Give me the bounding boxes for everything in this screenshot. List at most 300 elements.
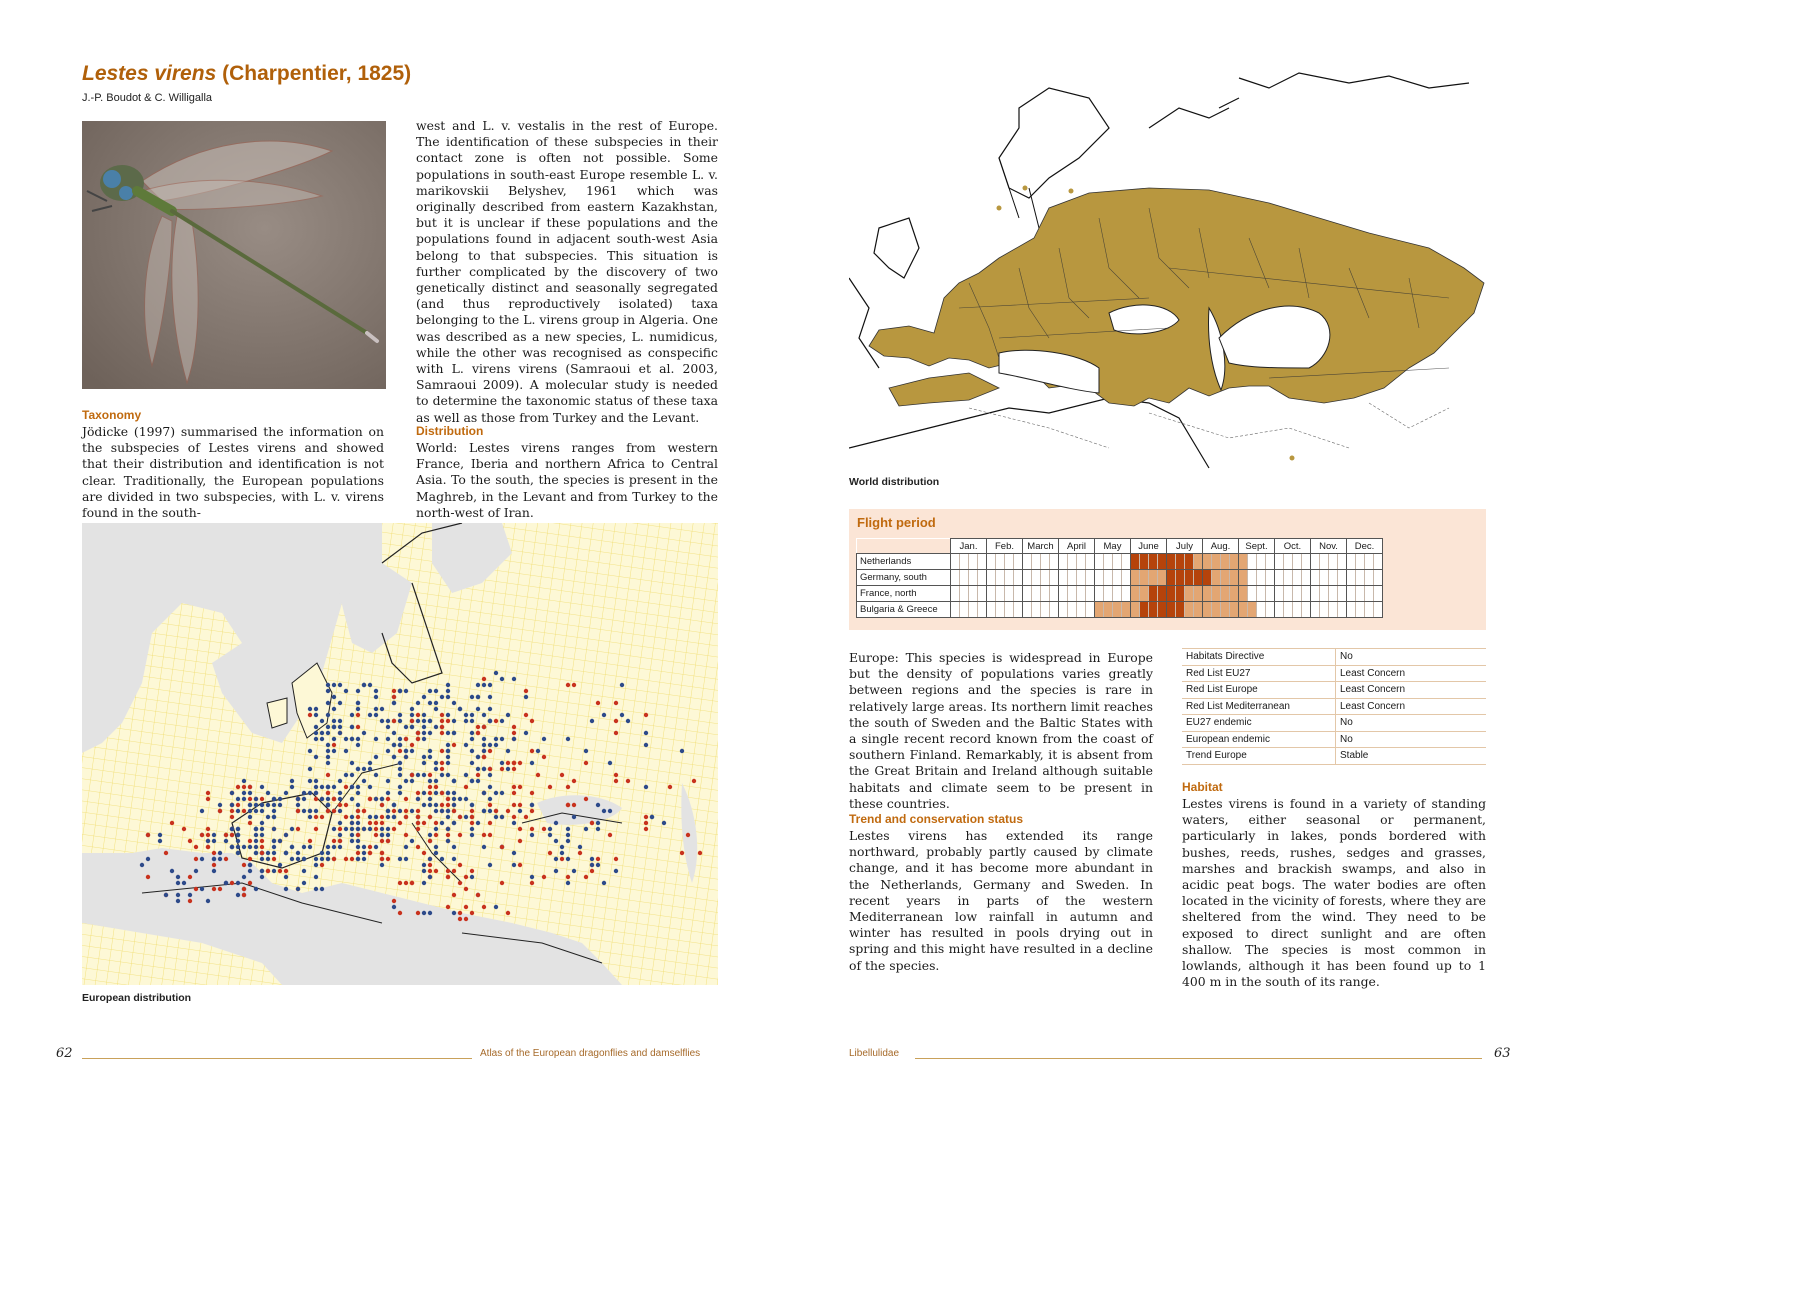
record-dot: [518, 827, 522, 831]
record-dot: [206, 845, 210, 849]
flight-row-label: Bulgaria & Greece: [857, 602, 951, 618]
record-dot: [314, 797, 318, 801]
record-dot: [386, 719, 390, 723]
flight-cell: [960, 586, 969, 602]
record-dot: [212, 887, 216, 891]
footer-family: Libellulidae: [849, 1048, 900, 1059]
flight-cell: [1338, 554, 1347, 570]
record-dot: [362, 857, 366, 861]
record-dot: [194, 869, 198, 873]
record-dot: [614, 719, 618, 723]
record-dot: [422, 851, 426, 855]
flight-cell: [1194, 602, 1203, 618]
flight-cell: [1338, 586, 1347, 602]
flight-cell: [951, 554, 960, 570]
record-dot: [530, 881, 534, 885]
record-dot: [446, 809, 450, 813]
record-dot: [410, 713, 414, 717]
flight-month-5: June: [1131, 539, 1167, 554]
record-dot: [422, 695, 426, 699]
record-dot: [440, 749, 444, 753]
record-dot: [446, 689, 450, 693]
record-dot: [386, 833, 390, 837]
record-dot: [422, 725, 426, 729]
record-dot: [404, 845, 408, 849]
record-dot: [362, 767, 366, 771]
record-dot: [428, 731, 432, 735]
record-dot: [554, 839, 558, 843]
record-dot: [530, 719, 534, 723]
record-dot: [458, 707, 462, 711]
record-dot: [206, 827, 210, 831]
record-dot: [272, 869, 276, 873]
record-dot: [254, 827, 258, 831]
record-dot: [440, 713, 444, 717]
record-dot: [206, 899, 210, 903]
record-dot: [464, 797, 468, 801]
record-dot: [344, 803, 348, 807]
record-dot: [434, 791, 438, 795]
record-dot: [416, 809, 420, 813]
record-dot: [170, 869, 174, 873]
record-dot: [488, 695, 492, 699]
record-dot: [578, 845, 582, 849]
flight-cell: [1185, 602, 1194, 618]
record-dot: [404, 797, 408, 801]
footer-book-title: Atlas of the European dragonflies and damselflies: [480, 1048, 701, 1059]
flight-cell: [1320, 570, 1329, 586]
flight-cell: [1194, 570, 1203, 586]
record-dot: [218, 809, 222, 813]
record-dot: [506, 809, 510, 813]
record-dot: [452, 845, 456, 849]
record-dot: [380, 719, 384, 723]
record-dot: [566, 881, 570, 885]
record-dot: [518, 761, 522, 765]
record-dot: [272, 839, 276, 843]
record-dot: [224, 839, 228, 843]
status-row: [1182, 698, 1486, 715]
record-dot: [212, 869, 216, 873]
status-label: European endemic: [1182, 731, 1336, 748]
record-dot: [614, 779, 618, 783]
record-dot: [422, 713, 426, 717]
record-dot: [374, 797, 378, 801]
record-dot: [386, 725, 390, 729]
authors: J.-P. Boudot & C. Willigalla: [82, 92, 213, 104]
status-value: Least Concern: [1336, 682, 1487, 699]
flight-cell: [1329, 602, 1338, 618]
record-dot: [500, 677, 504, 681]
record-dot: [248, 791, 252, 795]
record-dot: [344, 749, 348, 753]
record-dot: [446, 761, 450, 765]
flight-cell: [1203, 554, 1212, 570]
record-dot: [446, 743, 450, 747]
flight-cell: [1176, 586, 1185, 602]
flight-cell: [1014, 602, 1023, 618]
record-dot: [572, 683, 576, 687]
flight-cell: [1293, 554, 1302, 570]
record-dot: [230, 833, 234, 837]
flight-cell: [1140, 602, 1149, 618]
record-dot: [278, 839, 282, 843]
europe-map-svg: [82, 523, 718, 985]
record-dot: [392, 905, 396, 909]
record-dot: [356, 785, 360, 789]
status-value: No: [1336, 731, 1487, 748]
record-dot: [614, 869, 618, 873]
record-dot: [236, 851, 240, 855]
record-dot: [566, 839, 570, 843]
record-dot: [446, 803, 450, 807]
record-dot: [206, 839, 210, 843]
flight-period-table: [856, 538, 1383, 618]
record-dot: [326, 845, 330, 849]
record-dot: [260, 821, 264, 825]
record-dot: [590, 863, 594, 867]
record-dot: [536, 749, 540, 753]
flight-cell: [1248, 554, 1257, 570]
record-dot: [356, 707, 360, 711]
record-dot: [596, 803, 600, 807]
record-dot: [374, 821, 378, 825]
record-dot: [500, 761, 504, 765]
record-dot: [464, 815, 468, 819]
record-dot: [488, 767, 492, 771]
record-dot: [350, 761, 354, 765]
flight-cell: [1212, 554, 1221, 570]
record-dot: [302, 791, 306, 795]
flight-cell: [1347, 602, 1356, 618]
record-dot: [404, 737, 408, 741]
record-dot: [572, 815, 576, 819]
record-dot: [554, 869, 558, 873]
record-dot: [542, 755, 546, 759]
flight-cell: [1041, 602, 1050, 618]
record-dot: [326, 791, 330, 795]
record-dot: [446, 797, 450, 801]
record-dot: [314, 755, 318, 759]
record-dot: [422, 731, 426, 735]
record-dot: [428, 749, 432, 753]
record-dot: [398, 767, 402, 771]
flight-cell: [1266, 554, 1275, 570]
record-dot: [392, 743, 396, 747]
record-dot: [428, 839, 432, 843]
record-dot: [308, 779, 312, 783]
flight-cell: [1086, 570, 1095, 586]
record-dot: [488, 749, 492, 753]
flight-month-11: Dec.: [1347, 539, 1383, 554]
record-dot: [494, 809, 498, 813]
record-dot: [530, 875, 534, 879]
record-dot: [248, 869, 252, 873]
record-dot: [392, 719, 396, 723]
flight-cell: [1041, 570, 1050, 586]
record-dot: [374, 845, 378, 849]
flight-cell: [1023, 570, 1032, 586]
record-dot: [596, 701, 600, 705]
flight-cell: [1068, 570, 1077, 586]
flight-cell: [1014, 554, 1023, 570]
record-dot: [308, 815, 312, 819]
world-distribution-map: [849, 68, 1486, 470]
record-dot: [362, 827, 366, 831]
flight-cell: [1320, 586, 1329, 602]
record-dot: [530, 809, 534, 813]
flight-cell: [1338, 570, 1347, 586]
record-dot: [338, 725, 342, 729]
record-dot: [404, 815, 408, 819]
title-author-year: (Charpentier, 1825): [216, 62, 412, 85]
record-dot: [488, 809, 492, 813]
record-dot: [476, 695, 480, 699]
record-dot: [608, 809, 612, 813]
flight-cell: [1005, 602, 1014, 618]
record-dot: [434, 785, 438, 789]
record-dot: [398, 749, 402, 753]
record-dot: [326, 743, 330, 747]
record-dot: [194, 845, 198, 849]
record-dot: [434, 827, 438, 831]
record-dot: [248, 809, 252, 813]
record-dot: [428, 791, 432, 795]
flight-cell: [1212, 570, 1221, 586]
record-dot: [356, 827, 360, 831]
record-dot: [416, 773, 420, 777]
footer-rule-right: [915, 1058, 1482, 1059]
record-dot: [386, 737, 390, 741]
record-dot: [356, 833, 360, 837]
record-dot: [284, 791, 288, 795]
flight-cell: [1275, 570, 1284, 586]
record-dot: [518, 863, 522, 867]
record-dot: [272, 827, 276, 831]
flight-month-10: Nov.: [1311, 539, 1347, 554]
record-dot: [488, 785, 492, 789]
record-dot: [410, 773, 414, 777]
record-dot: [338, 821, 342, 825]
flight-row: [857, 554, 1383, 570]
flight-cell: [1095, 602, 1104, 618]
record-dot: [416, 737, 420, 741]
record-dot: [260, 857, 264, 861]
record-dot: [356, 701, 360, 705]
flight-cell: [1230, 586, 1239, 602]
record-dot: [470, 695, 474, 699]
record-dot: [512, 761, 516, 765]
flight-month-0: Jan.: [951, 539, 987, 554]
record-dot: [626, 719, 630, 723]
record-dot: [482, 809, 486, 813]
record-dot: [440, 809, 444, 813]
record-dot: [380, 827, 384, 831]
record-dot: [272, 845, 276, 849]
record-dot: [230, 845, 234, 849]
flight-month-6: July: [1167, 539, 1203, 554]
record-dot: [446, 773, 450, 777]
record-dot: [356, 857, 360, 861]
record-dot: [392, 701, 396, 705]
flight-cell: [1221, 586, 1230, 602]
record-dot: [422, 761, 426, 765]
flight-cell: [1302, 554, 1311, 570]
flight-cell: [1239, 554, 1248, 570]
record-dot: [212, 851, 216, 855]
record-dot: [362, 731, 366, 735]
record-dot: [386, 791, 390, 795]
record-dot: [572, 869, 576, 873]
record-dot: [530, 833, 534, 837]
record-dot: [338, 701, 342, 705]
flight-cell: [1023, 554, 1032, 570]
record-dot: [566, 785, 570, 789]
record-dot: [392, 731, 396, 735]
damselfly-photo: [82, 121, 386, 389]
flight-month-2: March: [1023, 539, 1059, 554]
record-dot: [326, 731, 330, 735]
record-dot: [266, 815, 270, 819]
record-dot: [644, 785, 648, 789]
flight-cell: [1086, 602, 1095, 618]
record-dot: [194, 857, 198, 861]
record-dot: [470, 713, 474, 717]
record-dot: [452, 797, 456, 801]
record-dot: [512, 821, 516, 825]
record-dot: [692, 779, 696, 783]
record-dot: [428, 797, 432, 801]
record-dot: [416, 845, 420, 849]
record-dot: [356, 815, 360, 819]
flight-cell: [1293, 570, 1302, 586]
record-dot: [236, 803, 240, 807]
record-dot: [266, 803, 270, 807]
flight-cell: [1275, 602, 1284, 618]
record-dot: [542, 737, 546, 741]
record-dot: [374, 737, 378, 741]
flight-cell: [1266, 586, 1275, 602]
record-dot: [416, 731, 420, 735]
flight-cell: [1077, 570, 1086, 586]
record-dot: [350, 797, 354, 801]
record-dot: [392, 695, 396, 699]
record-dot: [230, 803, 234, 807]
status-row: [1182, 748, 1486, 765]
record-dot: [512, 677, 516, 681]
flight-cell: [1149, 602, 1158, 618]
flight-cell: [1167, 570, 1176, 586]
record-dot: [410, 743, 414, 747]
record-dot: [458, 881, 462, 885]
record-dot: [464, 785, 468, 789]
record-dot: [218, 887, 222, 891]
flight-cell: [1086, 554, 1095, 570]
record-dot: [482, 845, 486, 849]
record-dot: [140, 863, 144, 867]
record-dot: [416, 827, 420, 831]
flight-cell: [978, 602, 987, 618]
record-dot: [386, 815, 390, 819]
flight-cell: [1284, 554, 1293, 570]
record-dot: [374, 695, 378, 699]
record-dot: [230, 815, 234, 819]
record-dot: [566, 833, 570, 837]
record-dot: [338, 839, 342, 843]
flight-cell: [1158, 602, 1167, 618]
record-dot: [314, 887, 318, 891]
record-dot: [242, 887, 246, 891]
record-dot: [188, 839, 192, 843]
record-dot: [314, 785, 318, 789]
record-dot: [554, 857, 558, 861]
flight-cell: [1365, 602, 1374, 618]
record-dot: [476, 773, 480, 777]
flight-cell: [1176, 554, 1185, 570]
record-dot: [200, 887, 204, 891]
record-dot: [398, 857, 402, 861]
flight-cell: [1167, 554, 1176, 570]
record-dot: [206, 791, 210, 795]
record-dot: [344, 827, 348, 831]
flight-cell: [996, 554, 1005, 570]
record-dot: [506, 911, 510, 915]
flight-cell: [1158, 554, 1167, 570]
flight-cell: [1050, 554, 1059, 570]
record-dot: [446, 875, 450, 879]
flight-cell: [951, 586, 960, 602]
record-dot: [170, 821, 174, 825]
record-dot: [458, 797, 462, 801]
record-dot: [530, 761, 534, 765]
record-dot: [518, 785, 522, 789]
record-dot: [242, 875, 246, 879]
record-dot: [608, 833, 612, 837]
record-dot: [260, 869, 264, 873]
record-dot: [428, 701, 432, 705]
record-dot: [338, 683, 342, 687]
record-dot: [512, 785, 516, 789]
record-dot: [284, 869, 288, 873]
record-dot: [248, 803, 252, 807]
flight-cell: [960, 554, 969, 570]
record-dot: [230, 827, 234, 831]
record-dot: [698, 851, 702, 855]
flight-cell: [1131, 602, 1140, 618]
flight-cell: [1032, 586, 1041, 602]
record-dot: [176, 893, 180, 897]
record-dot: [428, 911, 432, 915]
record-dot: [578, 851, 582, 855]
status-row: [1182, 731, 1486, 748]
record-dot: [332, 695, 336, 699]
flight-cell: [1320, 554, 1329, 570]
record-dot: [590, 869, 594, 873]
record-dot: [224, 833, 228, 837]
record-dot: [218, 851, 222, 855]
record-dot: [314, 725, 318, 729]
record-dot: [254, 845, 258, 849]
status-value: Stable: [1336, 748, 1487, 765]
record-dot: [416, 713, 420, 717]
record-dot: [410, 839, 414, 843]
flight-cell: [1329, 586, 1338, 602]
record-dot: [434, 725, 438, 729]
flight-cell: [1149, 554, 1158, 570]
record-dot: [458, 917, 462, 921]
record-dot: [230, 791, 234, 795]
record-dot: [236, 809, 240, 813]
